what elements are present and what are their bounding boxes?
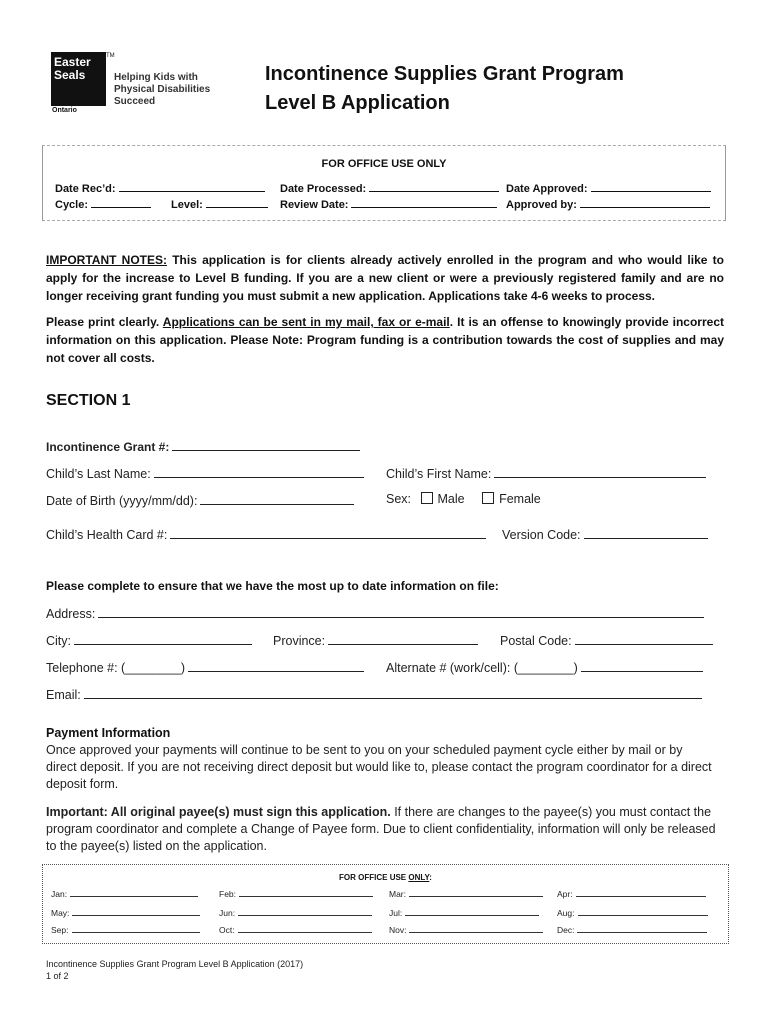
month-field-5[interactable] [51,907,200,918]
province-field[interactable] [273,632,478,648]
month-label: May: [51,908,70,918]
month-field-8[interactable] [557,907,708,918]
tagline-line-1: Helping Kids with [114,72,198,83]
date-processed-field[interactable] [280,180,499,195]
month-field-10[interactable] [219,924,372,935]
tagline-line-3: Succeed [114,96,156,107]
month-label: Dec: [557,925,575,935]
month-label: Feb: [219,889,237,899]
telephone-label: Telephone #: (________) [46,661,186,675]
alternate-phone-field[interactable] [386,659,703,675]
footer [46,958,303,982]
review-date-label: Review Date: [280,199,349,211]
level-label: Level: [171,199,203,211]
grant-number-field[interactable] [46,438,360,454]
office-use-box-top [42,145,726,221]
footer-title: Incontinence Supplies Grant Program Level B Application (2017) [46,959,304,969]
print-clearly-note [46,313,724,367]
title-line-1: Incontinence Supplies Grant Program [265,63,624,85]
version-code-field[interactable] [502,526,708,542]
payee-note [46,804,716,855]
last-name-label: Child’s Last Name: [46,467,151,481]
date-received-field[interactable] [55,180,265,195]
month-field-11[interactable] [389,924,543,935]
dob-field[interactable] [46,492,354,508]
title-line-2: Level B Application [265,92,450,114]
trademark: TM [106,53,115,59]
postal-code-label: Postal Code: [500,634,572,648]
month-label: Mar: [389,889,406,899]
month-label: Oct: [219,925,235,935]
office-bottom-heading-only: ONLY [408,873,430,882]
health-card-field[interactable] [46,526,486,542]
important-notes-text: This application is for clients already actively enrolled in the program and who would like to apply for the increase to Level B funding. If you are a new client or were a previously registered family and are no longer receiving grant funding you must submit a new application. Applications take 4-6 weeks to process. [46,253,724,303]
date-received-label: Date Rec’d: [55,183,116,195]
city-label: City: [46,634,71,648]
alternate-phone-label: Alternate # (work/cell): (________) [386,661,578,675]
telephone-field[interactable] [46,659,364,675]
important-notes-label: IMPORTANT NOTES: [46,253,167,267]
print-note-pre: Please print clearly. [46,315,163,329]
province-label: Province: [273,634,326,648]
cycle-label: Cycle: [55,199,89,211]
review-date-field[interactable] [280,196,497,211]
dob-label: Date of Birth (yyyy/mm/dd): [46,494,198,508]
version-code-label: Version Code: [502,528,581,542]
payee-note-text: If there are changes to the payee(s) you must contact the program coordinator and complete a Change of Payee form. Due to client confidentiality, information will only be released to the payee(s) listed on the application. [46,805,716,853]
month-label: Aug: [557,908,575,918]
submission-methods-text: Applications can be sent in my mail, fax or e-mail [162,315,450,329]
important-notes [46,251,724,305]
cycle-field[interactable] [55,196,151,211]
date-processed-label: Date Processed: [280,183,367,195]
health-card-label: Child’s Health Card #: [46,528,168,542]
month-field-9[interactable] [51,924,200,935]
address-label: Address: [46,607,96,621]
office-use-heading: FOR OFFICE USE ONLY [321,158,447,170]
last-name-field[interactable] [46,465,364,481]
logo-text-1: Easter [54,55,91,69]
page-number: 1 of 2 [46,971,69,981]
sex-field [386,492,541,506]
office-bottom-heading-colon: : [429,873,432,882]
section-1-heading: SECTION 1 [46,392,131,409]
email-field[interactable] [46,686,702,702]
approved-by-label: Approved by: [506,199,577,211]
logo-region: Ontario [52,107,77,114]
female-checkbox[interactable] [482,492,494,504]
logo-tagline [114,72,224,108]
month-field-4[interactable] [557,888,706,899]
month-field-12[interactable] [557,924,707,935]
email-label: Email: [46,688,81,702]
month-label: Jun: [219,908,236,918]
month-field-2[interactable] [219,888,373,899]
sex-label: Sex: [386,492,412,506]
payment-heading: Payment Information [46,726,171,740]
page-title [265,60,624,118]
approved-by-field[interactable] [506,196,710,211]
month-field-1[interactable] [51,888,198,899]
city-field[interactable] [46,632,252,648]
tagline-line-2: Physical Disabilities [114,84,211,95]
office-use-box-bottom [42,864,729,944]
male-label: Male [437,492,465,506]
month-label: Apr: [557,889,573,899]
month-field-6[interactable] [219,907,372,918]
male-checkbox[interactable] [421,492,433,504]
month-field-3[interactable] [389,888,543,899]
level-field[interactable] [171,196,268,211]
month-field-7[interactable] [389,907,539,918]
first-name-label: Child’s First Name: [386,467,492,481]
logo-text-2: Seals [54,68,86,82]
print-note-post: . It is an offense to knowingly provide incorrect information on this application. Please Note: Program funding is a contribution towards the cost of supplies and may not cover all costs. [46,315,724,365]
female-label: Female [499,492,541,506]
month-label: Jul: [389,908,403,918]
office-bottom-heading-pre: FOR OFFICE USE [339,873,409,882]
month-label: Nov: [389,925,407,935]
month-label: Jan: [51,889,68,899]
payment-text: Once approved your payments will continue to be sent to you on your scheduled payment cycle either by mail or by direct deposit. If you are not receiving direct deposit but would like to, please contact the program coordinator for a direct deposit form. [46,743,712,791]
first-name-field[interactable] [386,465,706,481]
easter-seals-logo [51,52,106,106]
address-field[interactable] [46,605,704,621]
grant-number-label: Incontinence Grant #: [46,440,170,454]
postal-code-field[interactable] [500,632,713,648]
date-approved-field[interactable] [506,180,711,195]
month-label: Sep: [51,925,69,935]
date-approved-label: Date Approved: [506,183,588,195]
payee-note-bold: Important: All original payee(s) must sign this application. [46,805,391,819]
contact-heading: Please complete to ensure that we have the most up to date information on file: [46,579,499,593]
office-use-bottom-heading [43,873,728,882]
